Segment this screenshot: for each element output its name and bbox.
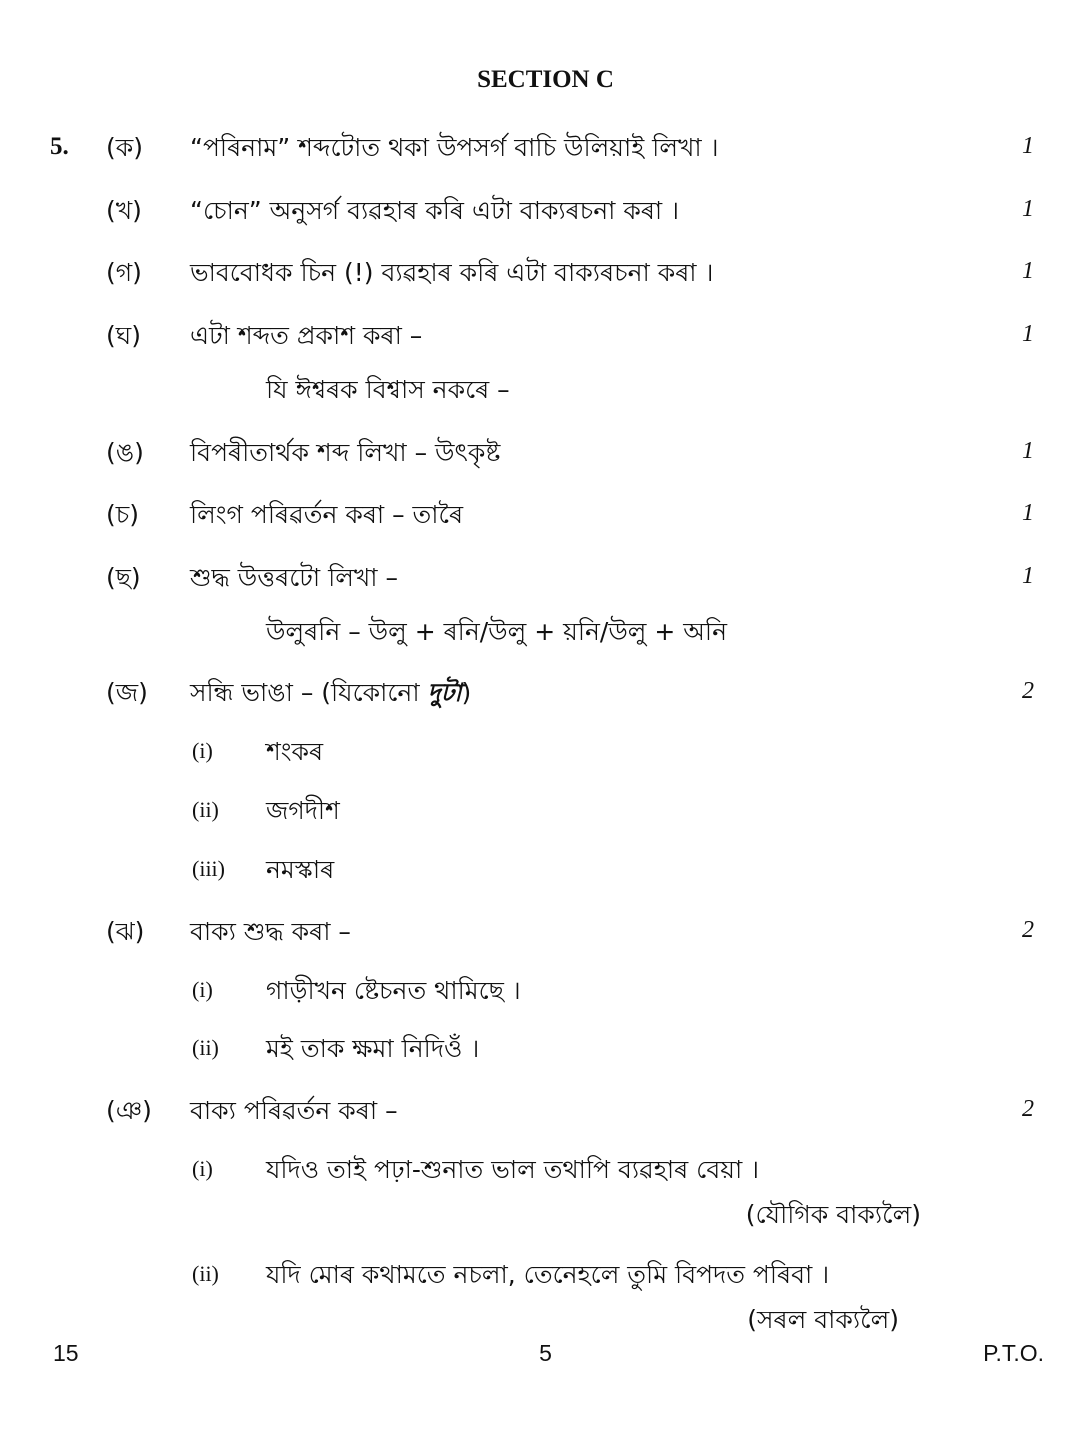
question-number: 5. [50, 133, 69, 160]
subpart-text: জগদীশ [266, 796, 340, 825]
subpart-number: (ii) [192, 797, 219, 822]
subpart-number: (iii) [192, 856, 225, 881]
subpart-text: শংকৰ [266, 737, 324, 766]
marks-ka: 1 [1022, 133, 1034, 159]
item-label-ga: (গ) [106, 258, 142, 287]
item-label-nya: (ঞ) [106, 1096, 152, 1125]
item-text-ja-after: ) [461, 678, 472, 707]
marks-ga: 1 [1022, 258, 1034, 284]
item-text-nya: বাক্য পৰিৱৰ্তন কৰা – [190, 1096, 398, 1125]
item-subtext-chha: উলুৰনি – উলু + ৰনি/উলু + য়নি/উলু + অনি [266, 617, 727, 646]
subpart-text: মই তাক ক্ষমা নিদিওঁ । [266, 1034, 480, 1063]
item-text-nga: বিপৰীতাৰ্থক শব্দ লিখা – উৎকৃষ্ট [190, 438, 501, 467]
section-title: SECTION C [477, 66, 614, 93]
footer-code: 15 [53, 1340, 79, 1366]
marks-ja: 2 [1022, 678, 1034, 704]
subpart-text: নমস্কাৰ [266, 855, 335, 884]
subpart-text: যদি মোৰ কথামতে নচলা, তেনেহলে তুমি বিপদত পৰিবা । [266, 1260, 830, 1289]
marks-kha: 1 [1022, 196, 1034, 222]
marks-jha: 2 [1022, 917, 1034, 943]
subpart-instruction: (সৰল বাক্যলৈ) [747, 1305, 899, 1334]
subpart-text: যদিও তাই পঢ়া-শুনাত ভাল তথাপি ব্যৱহাৰ বেয়া । [266, 1155, 760, 1184]
item-text-chha: শুদ্ধ উত্তৰটো লিখা – [190, 563, 398, 592]
subpart-number: (ii) [192, 1261, 219, 1286]
pto-label: P.T.O. [983, 1340, 1044, 1366]
item-label-chha: (ছ) [106, 563, 141, 592]
item-text-ja-before: সন্ধি ভাঙা – (যিকোনো [190, 678, 428, 707]
subpart-number: (i) [192, 1156, 213, 1181]
marks-gha: 1 [1022, 321, 1034, 347]
item-text-gha: এটা শব্দত প্ৰকাশ কৰা – [190, 321, 423, 350]
item-text-kha: “চোন” অনুসৰ্গ ব্যৱহাৰ কৰি এটা বাক্যৰচনা কৰা । [190, 196, 680, 225]
item-text-ja [190, 673, 471, 716]
item-label-ka: (ক) [106, 133, 143, 162]
item-text-ka: “পৰিনাম” শব্দটোত থকা উপসৰ্গ বাচি উলিয়াই লিখা । [190, 133, 719, 162]
item-label-ja: (জ) [106, 678, 148, 707]
item-text-jha: বাক্য শুদ্ধ কৰা – [190, 917, 351, 946]
item-text-ga: ভাববোধক চিন (!) ব্যৱহাৰ কৰি এটা বাক্যৰচনা কৰা । [190, 258, 714, 287]
marks-chha: 1 [1022, 563, 1034, 589]
marks-nya: 2 [1022, 1096, 1034, 1122]
item-label-kha: (খ) [106, 196, 142, 225]
page-number: 5 [539, 1340, 552, 1366]
marks-nga: 1 [1022, 438, 1034, 464]
item-label-jha: (ঝ) [106, 917, 145, 946]
subpart-number: (i) [192, 977, 213, 1002]
item-label-gha: (ঘ) [106, 321, 141, 350]
subpart-instruction: (যৌগিক বাক্যলৈ) [745, 1200, 921, 1229]
item-subtext-gha: যি ঈশ্বৰক বিশ্বাস নকৰে – [266, 375, 510, 404]
item-text-cha: লিংগ পৰিৱৰ্তন কৰা – তাৰৈ [190, 500, 464, 529]
item-text-ja-emphasis: দুটা [427, 678, 462, 707]
marks-cha: 1 [1022, 500, 1034, 526]
subpart-number: (ii) [192, 1035, 219, 1060]
subpart-text: গাড়ীখন ষ্টেচনত থামিছে । [266, 976, 521, 1005]
item-label-cha: (চ) [106, 500, 139, 529]
subpart-number: (i) [192, 738, 213, 763]
item-label-nga: (ঙ) [106, 438, 144, 467]
